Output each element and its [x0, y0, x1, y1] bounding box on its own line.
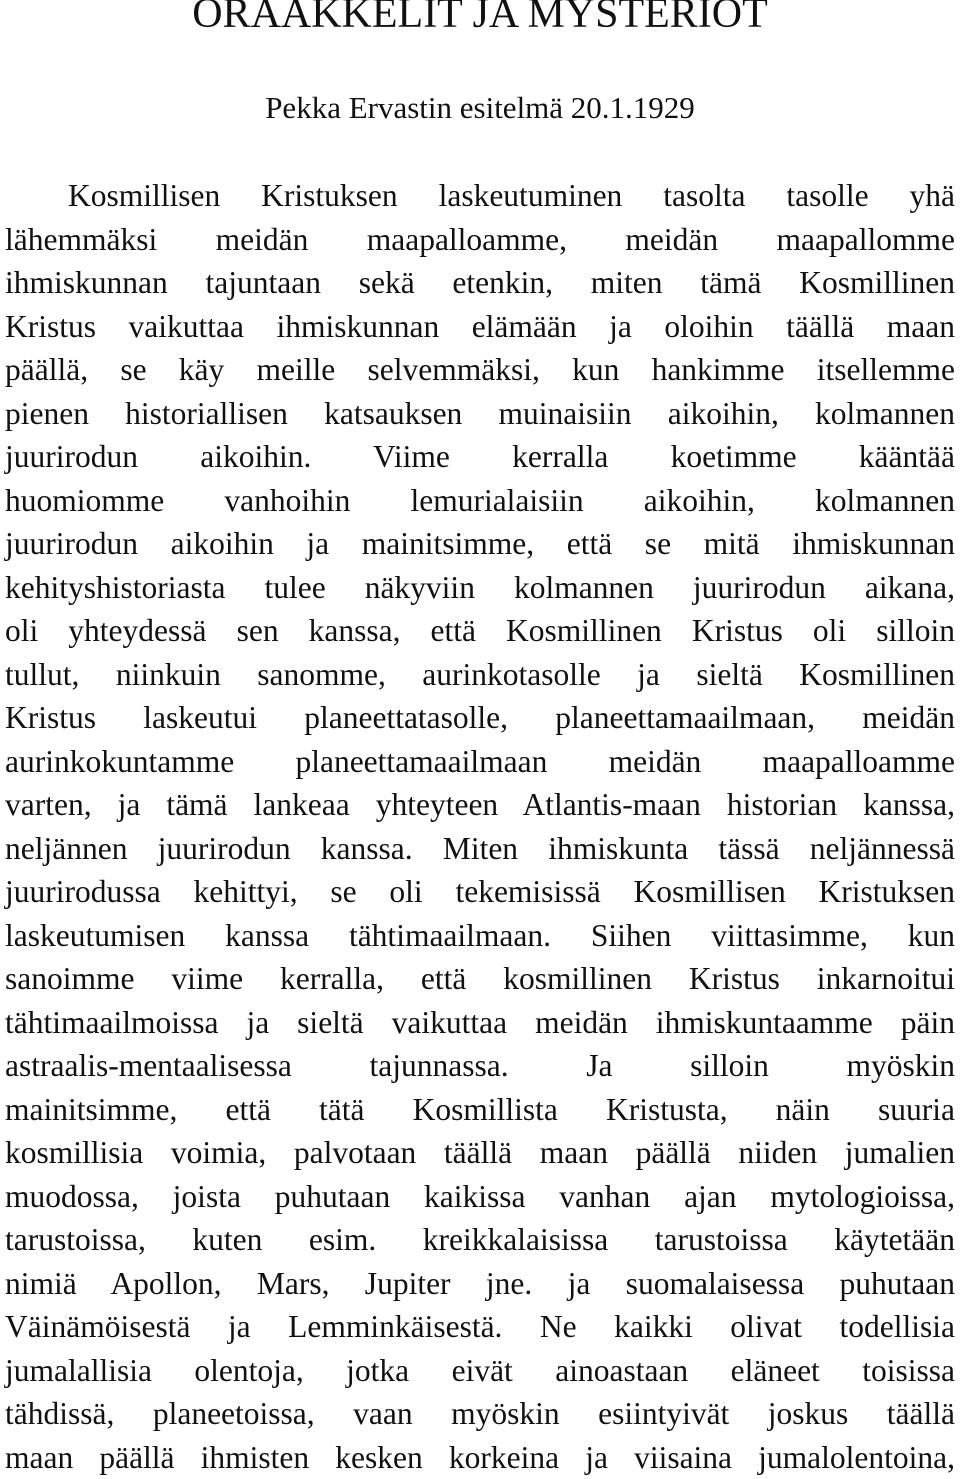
text-line: kosmillisia voimia, palvotaan täällä maan päällä niiden jumalien: [5, 1135, 955, 1170]
text-line: aurinkokuntamme planeettamaailmaan meidän maapalloamme: [5, 743, 955, 779]
text-line: lähemmäksi meidän maapalloamme, meidän maapallomme: [5, 221, 955, 257]
text-line: mainitsimme, että tätä Kosmillista Kristusta, näin suuria: [5, 1091, 955, 1127]
page-title: ORAAKKELIT JA MYSTERIOT: [192, 0, 768, 37]
text-line: varten, ja tämä lankeaa yhteyteen Atlantis-maan historian kanssa,: [5, 787, 955, 822]
text-line: laskeutumisen kanssa tähtimaailmaan. Siihen viittasimme, kun: [5, 917, 955, 953]
text-line: juurirodun aikoihin ja mainitsimme, että se mitä ihmiskunnan: [5, 526, 955, 561]
text-line: tarustoissa, kuten esim. kreikkalaisissa tarustoissa käytetään: [5, 1222, 955, 1257]
text-line: ihmiskunnan tajuntaan sekä etenkin, miten tämä Kosmillinen: [5, 265, 955, 300]
text-line: tullut, niinkuin sanomme, aurinkotasolle ja sieltä Kosmillinen: [5, 656, 955, 692]
text-line: Väinämöisestä ja Lemminkäisestä. Ne kaikki olivat todellisia: [5, 1309, 955, 1344]
text-line: kehityshistoriasta tulee näkyviin kolmannen juurirodun aikana,: [5, 569, 955, 605]
text-line: Kosmillisen Kristuksen laskeutuminen tasolta tasolle yhä: [68, 178, 955, 213]
text-line: neljännen juurirodun kanssa. Miten ihmiskunta tässä neljännessä: [5, 830, 955, 866]
text-line: jumalallisia olentoja, jotka eivät ainoastaan eläneet toisissa: [5, 1352, 955, 1388]
text-line: juurirodun aikoihin. Viime kerralla koetimme kääntää: [5, 439, 955, 474]
text-line: muodossa, joista puhutaan kaikissa vanhan ajan mytologioissa,: [5, 1178, 955, 1214]
text-line: sanoimme viime kerralla, että kosmillinen Kristus inkarnoitui: [5, 961, 955, 996]
text-line: Kristus laskeutui planeettatasolle, planeettamaailmaan, meidän: [5, 700, 955, 735]
text-line: huomiomme vanhoihin lemurialaisiin aikoihin, kolmannen: [5, 482, 955, 518]
text-line: maan päällä ihmisten kesken korkeina ja viisaina jumalolentoina,: [5, 1439, 955, 1475]
text-line: Kristus vaikuttaa ihmiskunnan elämään ja oloihin täällä maan: [5, 308, 955, 344]
body-paragraph: [5, 174, 955, 1479]
text-line: päällä, se käy meille selvemmäksi, kun hankimme itsellemme: [5, 352, 955, 387]
text-line: oli yhteydessä sen kanssa, että Kosmillinen Kristus oli silloin: [5, 613, 955, 648]
lecture-subtitle: Pekka Ervastin esitelmä 20.1.1929: [265, 90, 695, 125]
text-line: tähtimaailmoissa ja sieltä vaikuttaa meidän ihmiskuntaamme päin: [5, 1004, 955, 1040]
text-line: nimiä Apollon, Mars, Jupiter jne. ja suomalaisessa puhutaan: [5, 1265, 955, 1301]
text-line: pienen historiallisen katsauksen muinaisiin aikoihin, kolmannen: [5, 395, 955, 431]
text-line: tähdissä, planeetoissa, vaan myöskin esiintyivät joskus täällä: [5, 1396, 955, 1431]
text-line: juurirodussa kehittyi, se oli tekemisissä Kosmillisen Kristuksen: [5, 874, 955, 909]
text-line: astraalis-mentaalisessa tajunnassa. Ja silloin myöskin: [5, 1048, 955, 1083]
